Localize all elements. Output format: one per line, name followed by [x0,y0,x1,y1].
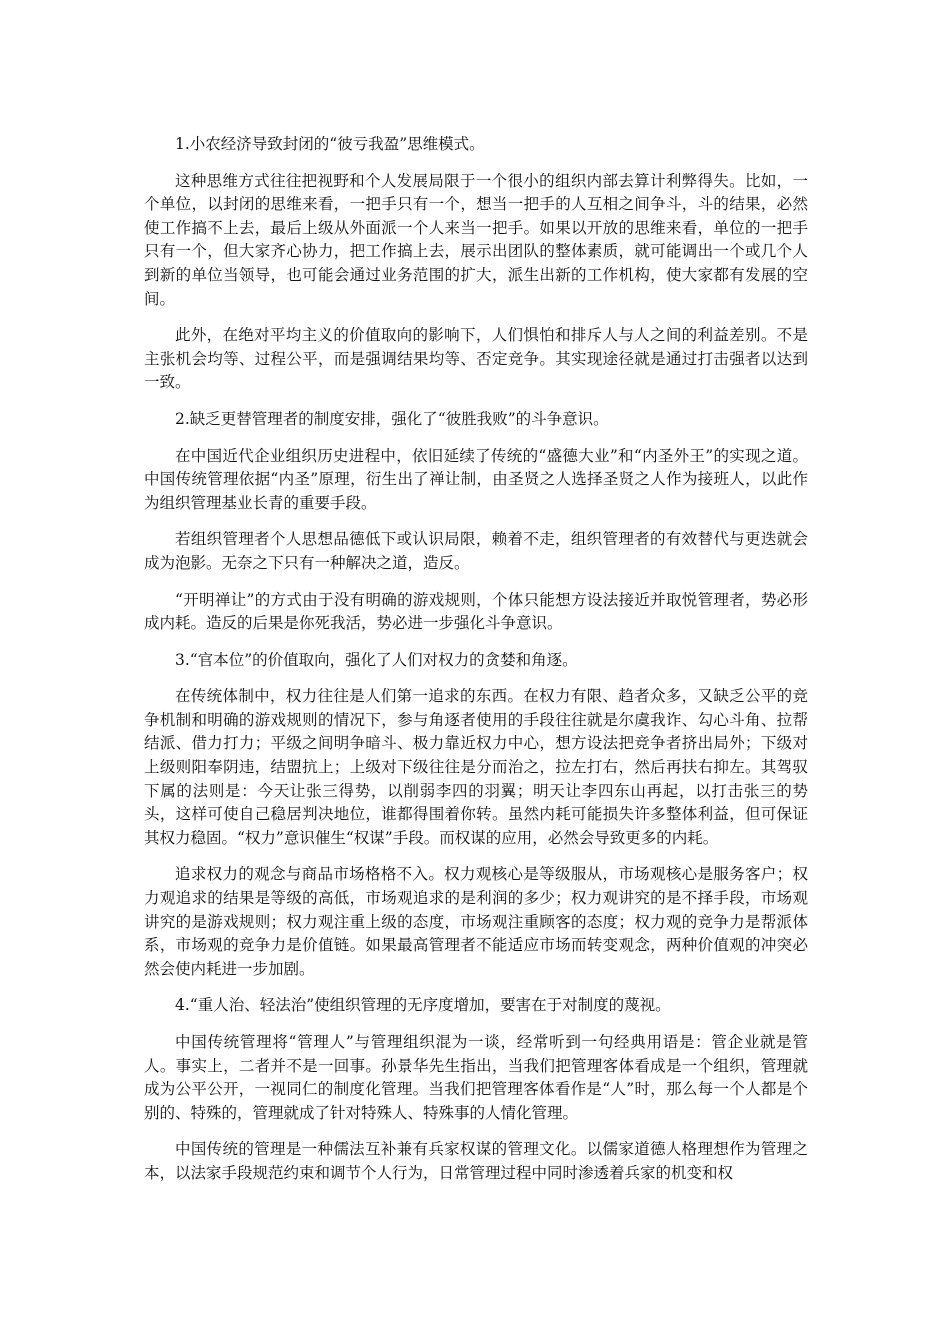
paragraph: 中国传统管理将“管理人”与管理组织混为一谈，经常听到一句经典用语是：管企业就是管人。事实上，二者并不是一回事。孙景华先生指出，当我们把管理客体看成是一个组织，管理就成为公平公开，一视同仁的制度化管理。当我们把管理客体看作是“人”时，那么每一个人都是个别的、特殊的，管理就成了针对特殊人、特殊事的人情化管理。 [144,1033,808,1122]
paragraph: 追求权力的观念与商品市场格格不入。权力观核心是等级服从，市场观核心是服务客户；权力观追求的结果是等级的高低，市场观追求的是利润的多少；权力观讲究的是不择手段，市场观讲究的是游戏规则；权力观注重上级的态度，市场观注重顾客的态度；权力观的竞争力是帮派体系，市场观的竞争力是价值链。如果最高管理者不能适应市场而转变观念，两种价值观的冲突必然会使内耗进一步加剧。 [144,865,808,978]
document-body [144,133,808,1199]
heading-2: 2.缺乏更替管理者的制度安排，强化了“彼胜我败”的斗争意识。 [175,409,609,428]
paragraph: 中国传统的管理是一种儒法互补兼有兵家权谋的管理文化。以儒家道德人格理想作为管理之本，以法家手段规范约束和调节个人行为，日常管理过程中同时渗透着兵家的机变和权 [144,1140,808,1182]
paragraph: 若组织管理者个人思想品德低下或认识局限，赖着不走，组织管理者的有效替代与更迭就会成为泡影。无奈之下只有一种解决之道，造反。 [144,530,808,572]
heading-4: 4.“重人治、轻法治”使组织管理的无序度增加，要害在于对制度的蔑视。 [175,996,671,1015]
heading-3: 3.“官本位”的价值取向，强化了人们对权力的贪婪和角逐。 [175,650,578,669]
heading-1: 1.小农经济导致封闭的“彼亏我盈”思维模式。 [175,135,485,153]
paragraph: 这种思维方式往往把视野和个人发展局限于一个很小的组织内部去算计利弊得失。比如，一个单位，以封闭的思维来看，一把手只有一个，想当一把手的人互相之间争斗，斗的结果，必然使工作搞不上去，最后上级从外面派一个人来当一把手。如果以开放的思维来看，单位的一把手只有一个，但大家齐心协力，把工作搞上去，展示出团队的整体素质，就可能调出一个或几个人到新的单位当领导，也可能会通过业务范围的扩大，派生出新的工作机构，使大家都有发展的空间。 [144,171,808,308]
paragraph: 在传统体制中，权力往往是人们第一追求的东西。在权力有限、趋者众多，又缺乏公平的竞争机制和明确的游戏规则的情况下，参与角逐者使用的手段往往就是尔虞我诈、勾心斗角、拉帮结派、借力打力；平级之间明争暗斗、极力靠近权力中心，想方设法把竞争者挤出局外；下级对上级则阳奉阴违，结盟抗上；上级对下级往往是分而治之，拉左打右，然后再扶右抑左。其驾驭下属的法则是：今天让张三得势，以削弱李四的羽翼；明天让李四东山再起，以打击张三的势头，这样可使自己稳居判决地位，谁都得围着你转。虽然内耗可能损失许多整体利益，但可保证其权力稳固。“权力”意识催生“权谋”手段。而权谋的应用，必然会导致更多的内耗。 [144,687,808,847]
paragraph: 此外，在绝对平均主义的价值取向的影响下，人们惧怕和排斥人与人之间的利益差别。不是主张机会均等、过程公平，而是强调结果均等、否定竞争。其实现途径就是通过打击强者以达到一致。 [144,326,808,392]
paragraph: 在中国近代企业组织历史进程中，依旧延续了传统的“盛德大业”和“内圣外王”的实现之道。中国传统管理依据“内圣”原理，衍生出了禅让制，由圣贤之人选择圣贤之人作为接班人，以此作为组织管理基业长青的重要手段。 [144,446,808,512]
paragraph: “开明禅让”的方式由于没有明确的游戏规则，个体只能想方设法接近并取悦管理者，势必形成内耗。造反的后果是你死我活，势必进一步强化斗争意识。 [144,590,808,633]
